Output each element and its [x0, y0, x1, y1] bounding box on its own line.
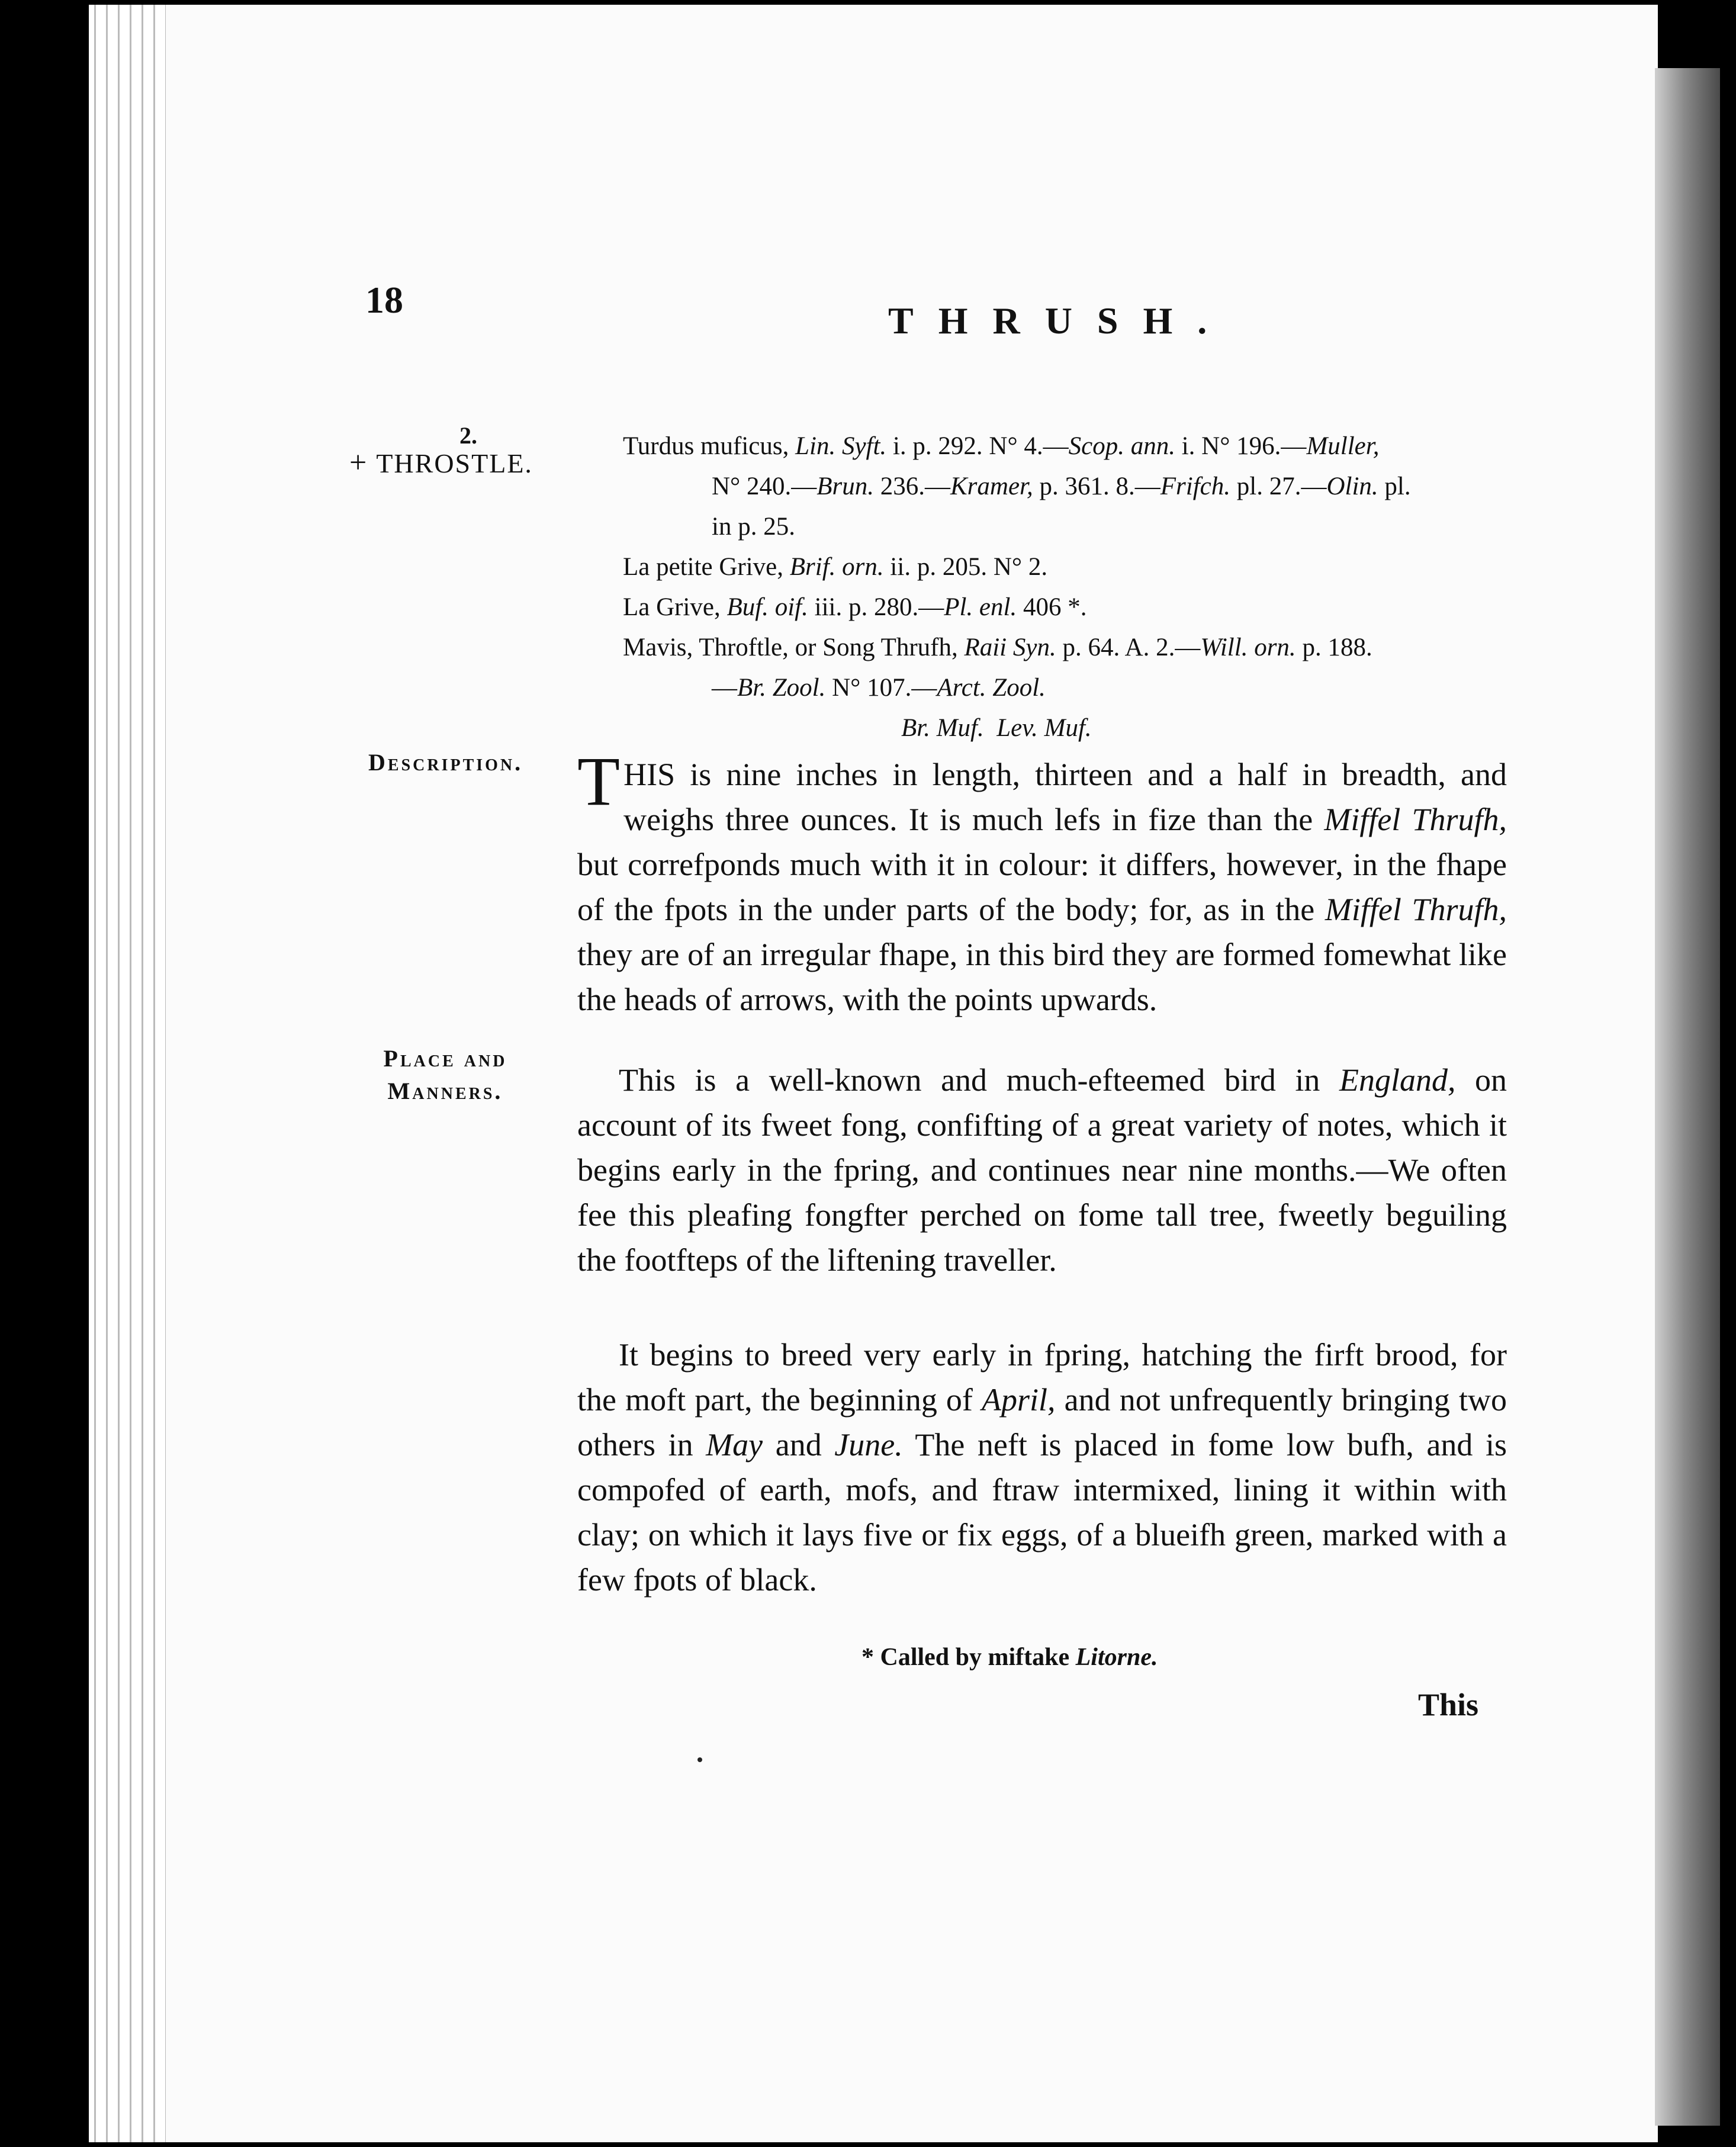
synonym-citation: Lev. Muf. — [996, 714, 1092, 742]
synonym-text: 236.— — [874, 473, 950, 500]
synonym-line — [623, 547, 1529, 587]
synonym-text: Mavis, Throftle, or Song Thrufh, — [623, 634, 965, 661]
synonym-text: ii. p. 205. N° 2. — [883, 553, 1048, 581]
paragraph-text: but correfponds much with it in colour: it differs, however, in the fhape of the fpots in the under parts of the body; for, as in the — [577, 847, 1507, 927]
paragraph-text: on account of its fweet fong, confifting of a great variety of notes, which it begins early in the fpring, and continues near nine months.—We often fee this pleafing fongfter perched on fome tall tree, fweetly beguiling the footfteps of the liftening traveller. — [577, 1062, 1507, 1278]
synonym-text: Turdus muficus, — [623, 432, 796, 460]
synonym-line — [623, 426, 1529, 467]
synonym-text — [984, 714, 997, 742]
page-gutter-shadow — [1655, 68, 1720, 2126]
synonym-line — [623, 507, 1529, 547]
synonym-text: 406 *. — [1017, 593, 1087, 621]
synonym-line — [623, 708, 1529, 748]
synonym-citation: Arct. Zool. — [937, 674, 1046, 702]
species-heading — [349, 445, 533, 480]
synonym-citation: Kramer, — [950, 473, 1033, 500]
page-number: 18 — [365, 279, 403, 321]
synonym-citation: Frifch. — [1160, 473, 1231, 500]
footnote-text: * Called by miftake — [861, 1644, 1076, 1671]
paragraph-text: HIS is nine inches in length, thirteen and a half in breadth, and weighs three ounces. It is much lefs in fize than the — [623, 757, 1507, 837]
footnote — [861, 1643, 1158, 1672]
synonym-citation: Muller, — [1306, 432, 1380, 460]
italic-term: April, — [982, 1382, 1056, 1418]
synonym-text: pl. — [1378, 473, 1411, 500]
synonym-text: — — [712, 674, 737, 702]
drop-cap: T — [577, 743, 621, 820]
synonym-text: La Grive, — [623, 593, 727, 621]
paragraph-text: and — [763, 1427, 835, 1463]
synonym-citation: Pl. enl. — [944, 593, 1017, 621]
synonym-citation: Raii Syn. — [964, 634, 1056, 661]
synonym-citation: Olin. — [1326, 473, 1378, 500]
synonym-citation: Br. Zool. — [737, 674, 826, 702]
synonym-text: La petite Grive, — [623, 553, 790, 581]
breeding-paragraph — [577, 1332, 1507, 1602]
synonym-text: p. 361. 8.— — [1033, 473, 1160, 500]
synonym-text: in p. 25. — [712, 513, 795, 541]
synonym-text: p. 188. — [1295, 634, 1372, 661]
italic-term: June. — [834, 1427, 903, 1463]
italic-term: Miffel Thrufh, — [1324, 892, 1507, 927]
synonym-text: N° 240.— — [712, 473, 817, 500]
ink-speck — [697, 1757, 702, 1762]
synonym-text: i. N° 196.— — [1175, 432, 1307, 460]
running-head: THRUSH. — [888, 300, 1232, 342]
synonym-line — [623, 628, 1529, 668]
synonym-citation: Brun. — [816, 473, 874, 500]
synonym-text: pl. 27.— — [1230, 473, 1327, 500]
side-label-description: Description. — [368, 749, 523, 776]
synonym-citation: Lin. Syft. — [795, 432, 887, 460]
plus-mark: + — [349, 446, 368, 480]
synonym-text: i. p. 292. N° 4.— — [886, 432, 1069, 460]
synonym-text: iii. p. 280.— — [808, 593, 944, 621]
synonym-line — [623, 668, 1529, 708]
description-paragraph — [577, 743, 1507, 1022]
paragraph-text: The neft is placed in fome low bufh, and is compofed of earth, mofs, and ftraw intermixed, lining it within with clay; on which it lays five or fix eggs, of a blueifh green, marked with a few fpots of black. — [577, 1427, 1507, 1598]
synonym-text: N° 107.— — [825, 674, 937, 702]
species-name: THROSTLE. — [376, 448, 533, 478]
synonym-line — [623, 467, 1529, 507]
footnote-term: Litorne. — [1075, 1644, 1158, 1671]
species-number: 2. — [459, 422, 477, 449]
side-label-line: Manners. — [387, 1078, 503, 1104]
paragraph-text: It begins to breed very early in fpring, hatching the firft brood, for the moft part, the beginning of — [577, 1337, 1507, 1418]
synonym-citation: Scop. ann. — [1068, 432, 1175, 460]
side-label-place-and-manners — [368, 1042, 522, 1107]
synonym-citation: Buf. oif. — [726, 593, 808, 621]
paragraph-text: and not unfrequently bringing two others in — [577, 1382, 1507, 1463]
synonym-citation: Brif. orn. — [789, 553, 884, 581]
synonym-text: p. 64. A. 2.— — [1056, 634, 1201, 661]
italic-term: England, — [1339, 1062, 1456, 1098]
synonymy-block — [623, 426, 1529, 748]
synonym-citation: Will. orn. — [1200, 634, 1296, 661]
paragraph-text: This is a well-known and much-efteemed bird in — [619, 1062, 1339, 1098]
paragraph-text: they are of an irregular fhape, in this bird they are formed fomewhat like the heads of arrows, with the points upwards. — [577, 937, 1507, 1017]
synonym-citation: Br. Muf. — [901, 714, 984, 742]
catchword: This — [1418, 1687, 1479, 1722]
italic-term: May — [706, 1427, 763, 1463]
page-edges — [89, 5, 172, 2142]
place-paragraph — [577, 1058, 1507, 1283]
italic-term: Miffel Thrufh, — [1324, 802, 1507, 837]
synonym-line — [623, 587, 1529, 628]
side-label-line: Place and — [383, 1045, 507, 1072]
